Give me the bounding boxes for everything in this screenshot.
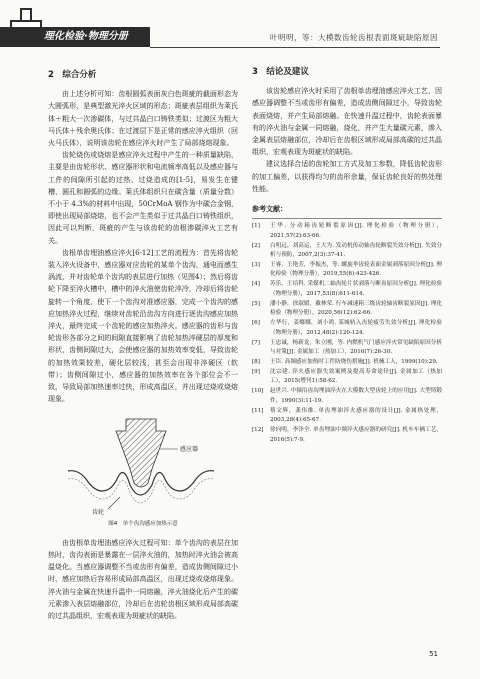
inductor-shape (116, 419, 166, 487)
paragraph: 由上述分析可知：齿根圆弧表面灰白色斑疵的截面形态为大圆弧形，是典型激光淬火区域的形态；斑疵表层组织为莱氏体＋粗大一次渗碳体，与过共晶白口铸铁类似；过渡区为粗大马氏体＋残余奥氏体；在过渡层下是正常的感应淬火组织（回火马氏体），说明该齿轮在感应淬火时产生了局部烧熔现象。 (48, 90, 238, 148)
reference-item (252, 242, 442, 261)
paragraph: 齿根单齿埋油感应淬火[6-12]工艺的流程为：首先将齿轮装入淬火设备中，感应器对应齿轮的某单个齿沟，通电而感生涡流，并对齿轮单个齿沟的表层进行加热（见图4）；然后将齿轮下降至淬火槽中，槽中的淬火油使齿轮淬冷，冷却后将齿轮旋转一个角度，使下一个齿沟对准感应器，完成一个齿沟的感应加热淬火过程，继续对齿轮沿齿沟方向进行逐齿沟感应加热淬火，最终完成一个齿轮的感应加热淬火。感应器的齿形与齿轮齿形各部分之间的间隙直接影响了齿轮加热淬硬层的厚度和形状，齿侧间隙过大，会使感应器的加热效率变低，导致齿轮的加热效果较差，硬化层较浅，甚至会出现非淬硬区（软带）；齿侧间隙过小，感应器的加热效率在各个部位会不一致，导致局部加热速率过快，形成高温区，并出现过烧或烧熔现象。 (48, 248, 238, 404)
section-heading-conclusion: 3 结论及建议 (252, 67, 309, 77)
reference-item (252, 319, 442, 338)
reference-item (252, 387, 442, 406)
reference-item (252, 280, 442, 299)
reference-number: [2] (252, 242, 260, 249)
reference-text: 左华行，姜娜娜，刘小鸿. 某城轨入齿轮疲劳失效分析[J]. 理化检验（物理分册），2012,48(2):120-124. (270, 320, 442, 336)
reference-text: 苏乐，王培科. 采煤机二轴齿轮片状剥落与断齿原因分析[J]. 理化检验（物理分册），2017,53(8):611-614. (270, 281, 442, 297)
page-number: 51 (429, 650, 438, 658)
paragraph: 该齿轮感应淬火时采用了齿根单齿埋油感应淬火工艺，因感应器调整不当或齿形有偏差，造成齿侧间隙过小，导致齿轮表面烧熔，并产生局部熔融。在快速升温过程中，齿轮表面暴有的淬火油与金属一同熔融，烧化，并产生大量碳元素，渗入金属表层熔融部位，冷却后在齿根区域形成局部高碳的过共晶组织，宏观表现为斑疵状的缺陷。 (252, 87, 442, 157)
reference-item (252, 222, 442, 241)
running-head: 叶明明，等：大模数齿轮齿根表面斑疵缺陷原因 (270, 33, 438, 42)
reference-number: [6] (252, 320, 260, 327)
reference-number: [4] (252, 281, 260, 288)
reference-text: 王睿，王艳芳，李振杰，等. 螺旋伞齿轮表面金属剥落原因分析[J]. 理化检验（物理分册），2019,55(6):423-426. (270, 262, 442, 278)
reference-item (252, 358, 442, 367)
reference-item (252, 300, 442, 319)
reference-number: [5] (252, 300, 260, 307)
reference-list (252, 222, 442, 445)
paragraph: 建议选择合适的齿轮加工方式及加工参数，降低齿轮齿形的加工偏差，以获得均匀的齿形余量，保证齿轮良好的热处理性能。 (252, 160, 442, 193)
reference-number: [1] (252, 223, 260, 230)
section-heading-analysis: 2 综合分析 (48, 70, 97, 80)
paragraph: 由齿根单齿埋油感应淬火过程可知：单个齿沟的表层在加热时，齿沟表面是暴露在一层淬火油的，加热时淬火油会被高温烧化。当感应器调整不当或齿形有偏差，造成齿侧间隙过小时，感应加热后容易形成局部高温区，出现过烧或烧熔现象。淬火油与金属在快速升温中一同熔融，淬火油烧化后产生的碳元素渗入表层熔融部位，冷却后在齿轮齿根区域形成局部高碳的过共晶组织，宏观表现为斑疵状的缺陷。 (48, 538, 238, 620)
reference-item (252, 261, 442, 280)
reference-text: 王忠诚，杨新龙，朱立刚，等. 内燃机气门感应淬火常见缺陷原因分析与对策[J]. 金属加工（热加工），2016(7):26-30. (270, 339, 442, 356)
reference-item (252, 407, 442, 426)
reference-number: [10] (252, 388, 264, 395)
reference-text: 赵世兴. 中频沿齿沟埋油淬火在大模数大型齿轮上的应用[J]. 大型铸锻件，1990(3):11-19. (270, 388, 442, 404)
reference-text: 潘小静，徐淑媛，戴林荣. 行车减速箱三级齿轮轴齿断裂原因[J]. 理化检验（物理分册），2020,56(12):62-66. (270, 300, 442, 317)
page-header (0, 0, 480, 60)
leader-gear (108, 497, 120, 509)
reference-item (252, 426, 442, 445)
right-column (252, 66, 442, 446)
paragraph: 齿轮烧伤或烧熔是感应淬火过程中产生的一种质量缺陷，主要是由齿轮形状、感应器形状和电流频率高低以及感应器与工件的间隙所引起的过热、过烧造成的[1-5]，易发生在键槽、圆孔和圆弧的边缘。莱氏体组织只在碳含量（质量分数）不小于 4.3%的材料中出现，50CrMoA 钢作为中碳合金钢，即使出现局部烧熔，也不会产生类似于过共晶白口铸铁组织，因此可以判断，斑疵的产生与该齿轮的齿根渗碳淬火工艺有关。 (48, 151, 238, 245)
reference-item (252, 339, 442, 358)
reference-number: [8] (252, 359, 260, 366)
reference-text: 徐向明，李泽全. 单齿埋油中频淬火感应器的研究[J]. 机车车辆工艺，2016(5):7-9. (270, 427, 442, 443)
reference-number: [3] (252, 262, 260, 269)
figure-inductor-schematic (48, 409, 238, 517)
label-inductor: 感应器 (180, 446, 199, 454)
reference-number: [9] (252, 369, 260, 376)
figure-caption: 图4 单个齿沟感应加热示意 (108, 521, 178, 528)
reference-item (252, 368, 442, 387)
reference-number: [12] (252, 427, 264, 434)
reference-text: 王臣. 高频感应加热时工件防烧伤措施[J]. 机械工人，1999(10):29. (270, 359, 438, 366)
left-column (48, 66, 238, 622)
references-title: 参考文献： (252, 203, 442, 219)
journal-logo-text: 理化检验·物理分册 (0, 27, 150, 47)
header-rule (150, 47, 440, 48)
reference-text: 王华. 分动箱齿轮断裂原因[J]. 理化检验（物理分册），2021,57(2):63-66. (270, 223, 442, 239)
label-gear: 齿轮 (92, 509, 105, 517)
reference-text: 白明远，刘高运，王大为. 发动机传动轴齿轮断裂失效分析[J]. 失效分析与预防，2007,2(3):37-41. (270, 242, 442, 259)
reference-number: [7] (252, 339, 260, 346)
reference-text: 蔡文辉，龚伟维. 单齿埋油淬火感应器的设计[J]. 金属热处理，2003,28(4):65-67. (270, 407, 442, 424)
inductor-gear-diagram (48, 409, 238, 517)
reference-number: [11] (252, 407, 264, 414)
reference-text: 沈宗建. 淬火感应器失效案例及提高寿命途径[J]. 金属加工（热加工），2015(增刊1):58-62. (270, 369, 442, 385)
